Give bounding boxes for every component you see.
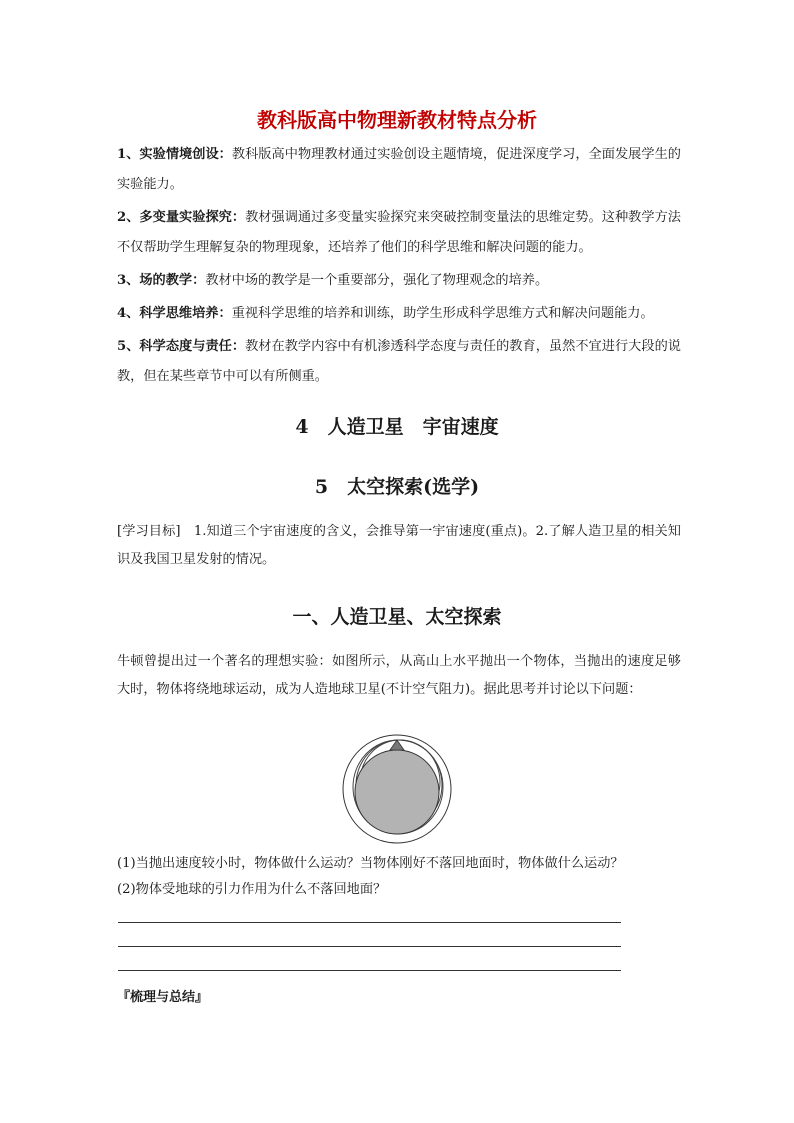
feature-item [117, 332, 681, 392]
answer-line[interactable] [118, 946, 621, 947]
section-5-heading: 5 太空探索(选学) [314, 476, 480, 498]
feature-text: 教材强调通过多变量实验探究来突破控制变量法的思维定势。这种教学方法不仅帮助学生理解复杂的物理现象，还培养了他们的科学思维和解决问题的能力。 [117, 210, 681, 255]
part-1-heading: 一、人造卫星、太空探索 [292, 606, 502, 628]
feature-text: 教科版高中物理教材通过实验创设主题情境，促进深度学习，全面发展学生的实验能力。 [117, 147, 681, 192]
feature-lead: 4、科学思维培养： [117, 306, 232, 321]
feature-list [117, 140, 681, 395]
feature-lead: 3、场的教学： [117, 273, 206, 288]
earth [355, 750, 439, 834]
page-title: 教科版高中物理新教材特点分析 [257, 108, 537, 132]
feature-lead: 1、实验情境创设： [117, 147, 232, 162]
newton-cannon-figure [341, 733, 453, 845]
feature-item [117, 140, 681, 200]
feature-item [117, 299, 681, 329]
mountain [390, 740, 404, 750]
section-4-heading: 4 人造卫星 宇宙速度 [295, 416, 499, 438]
feature-text: 重视科学思维的培养和训练，助学生形成科学思维方式和解决问题能力。 [231, 306, 654, 321]
answer-line[interactable] [118, 970, 621, 971]
feature-text: 教材在教学内容中有机渗透科学态度与责任的教育，虽然不宜进行大段的说教，但在某些章节中可以有所侧重。 [117, 339, 681, 384]
feature-lead: 2、多变量实验探究： [117, 210, 246, 225]
feature-text: 教材中场的教学是一个重要部分，强化了物理观念的培养。 [205, 273, 549, 288]
feature-lead: 5、科学态度与责任： [117, 339, 246, 354]
feature-item [117, 203, 681, 263]
answer-line[interactable] [118, 922, 621, 923]
question-2: (2)物体受地球的引力作用为什么不落回地面？ [117, 882, 387, 897]
learning-goals: [学习目标] 1.知道三个宇宙速度的含义，会推导第一宇宙速度(重点)。2.了解人造卫星的相关知识及我国卫星发射的情况。 [117, 524, 681, 567]
summary-label: 『梳理与总结』 [117, 990, 209, 1005]
feature-item [117, 266, 681, 296]
question-1: (1)当抛出速度较小时，物体做什么运动？当物体刚好不落回地面时，物体做什么运动？ [117, 856, 624, 871]
intro-paragraph: 牛顿曾提出过一个著名的理想实验：如图所示，从高山上水平抛出一个物体，当抛出的速度足够大时，物体将绕地球运动，成为人造地球卫星(不计空气阻力)。据此思考并讨论以下问题： [117, 654, 681, 697]
